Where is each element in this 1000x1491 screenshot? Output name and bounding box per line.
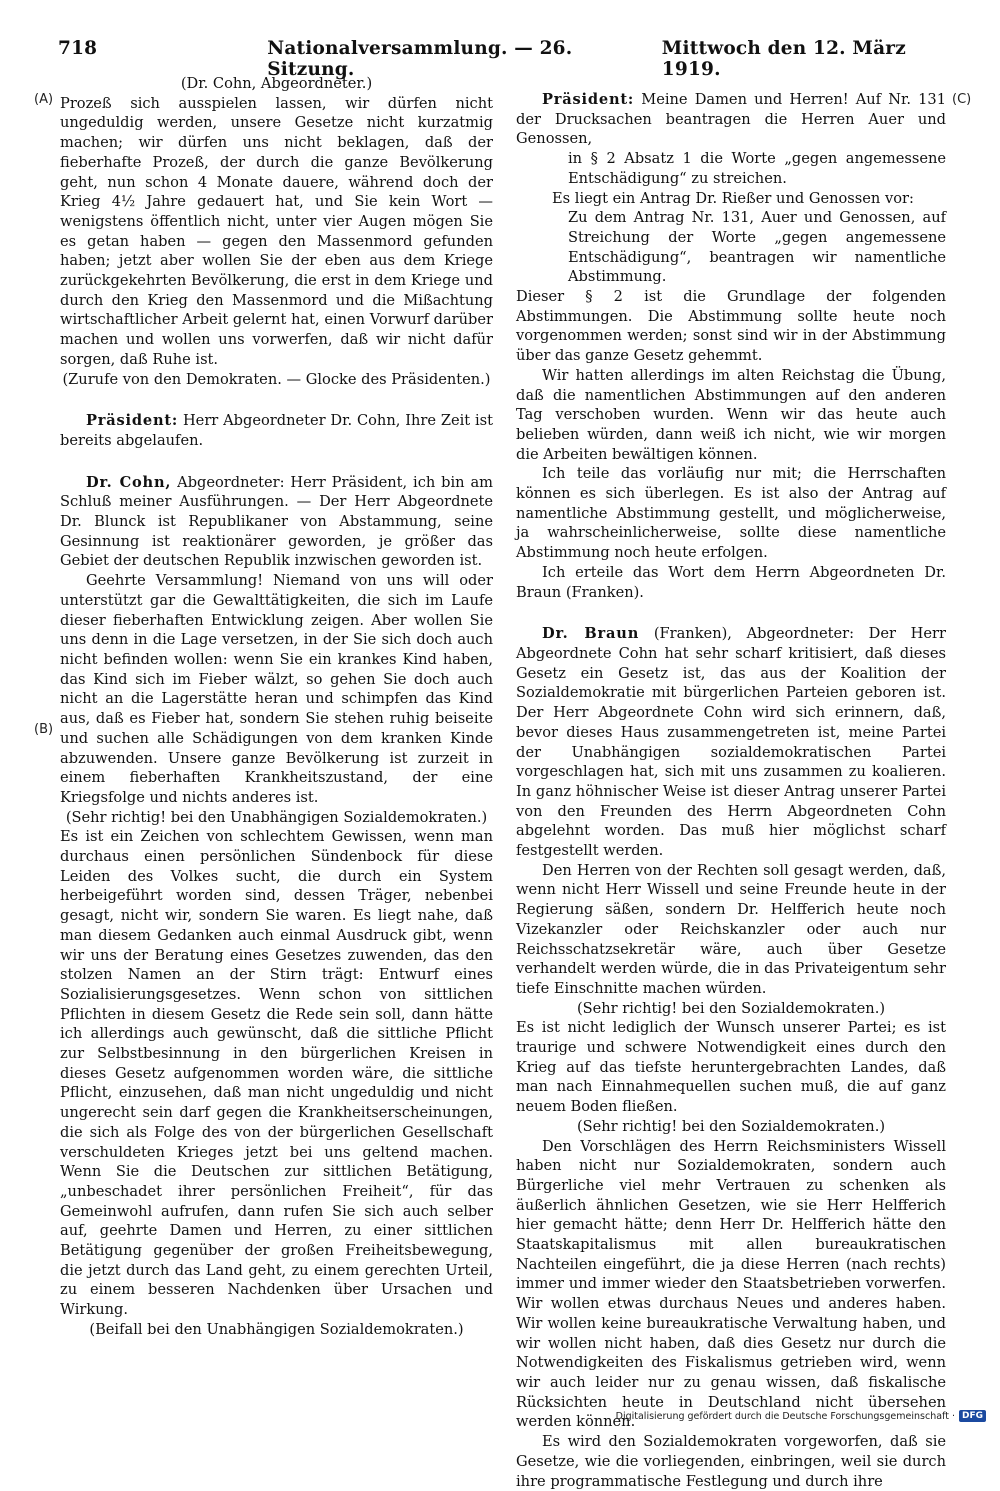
paragraph: Den Herren von der Rechten soll gesagt werden, daß, wenn nicht Herr Wissell und seine Freunde heute in der Regierung säßen, sondern Dr. Helfferich heute noch Vizekanzler oder Reichskanzler oder auch nur Reichsschatzsekretär wäre, auch über Gesetze verhandelt werden würde, die in das Privateigentum sehr tiefe Einschnitte machen würden. <box>516 861 946 997</box>
paragraph: Präsident: Meine Damen und Herren! Auf Nr. 131 der Drucksachen beantragen die Herren Auer und Genossen, <box>516 91 947 148</box>
left-column <box>60 74 493 1340</box>
speaker-name: Präsident: <box>86 412 179 430</box>
motion-text: Zu dem Antrag Nr. 131, Auer und Genossen, auf Streichung der Worte „gegen angemessene Entschädigung“, beantragen wir namentliche Abstimmung. <box>568 209 946 286</box>
paragraph: Prozeß sich ausspielen lassen, wir dürfen nicht ungeduldig werden, unsere Gesetze nicht kurzatmig machen; wir dürfen uns nicht beklagen, daß der fieberhafte Prozeß, der durch die ganze Bevölkerung geht, nun schon 4 Monate dauere, während doch der Krieg 4½ Jahre gedauert hat, und Sie kein Wort — wenigstens öffentlich nicht, unter vier Augen mögen Sie es getan haben — gegen den Massenmord gefunden haben; jetzt aber wollen Sie der eben aus dem Kriege zurückgekehrten Bevölkerung, die erst in dem Kriege und durch den Krieg den Massenmord und die Mißachtung wirtschaftlicher Arbeit gelernt hat, einen Vorwurf darüber machen und wollen uns vorwerfen, daß wir nicht dafür sorgen, daß Ruhe ist. <box>60 94 493 368</box>
margin-mark-b: (B) <box>34 722 54 737</box>
interjection: (Sehr richtig! bei den Unabhängigen Sozialdemokraten.) <box>65 808 488 826</box>
speaker-name: Dr. Cohn, <box>86 473 172 491</box>
paragraph: Den Vorschlägen des Herrn Reichsministers Wissell haben nicht nur Sozialdemokraten, sondern auch Bürgerliche viel mehr Vertrauen zu schenken als äußerlich ähnlichen Gesetzen, wie sie Herr Helfferich hier gemacht hätte; denn Herr Dr. Helfferich hätte den Staatskapitalismus mit allen bureaukratischen Nachteilen eingeführt, die ja diese Herren (nach rechts) immer und immer wieder den Staatsbetrieben vorwerfen. Wir wollen etwas durchaus Neues und anderes haben. Wir wollen keine bureaukratische Verwaltung haben, und wir wollen nicht haben, daß dies Gesetz nur durch die Notwendigkeiten des Fiskalismus getrieben wird, wenn wir auch leider nur zu genau wissen, daß fiskalische Rücksichten heute in Deutschland nicht übersehen werden können. <box>516 1137 946 1431</box>
paragraph: Ich erteile das Wort dem Herrn Abgeordneten Dr. Braun (Franken). <box>516 563 946 601</box>
speaker-note: (Dr. Cohn, Abgeordneter.) <box>180 75 373 92</box>
interjection: (Sehr richtig! bei den Sozialdemokraten.) <box>576 1117 886 1135</box>
paragraph: Dr. Braun (Franken), Abgeordneter: Der Herr Abgeordnete Cohn hat sehr scharf kritisiert, daß dieses Gesetz ein Gesetz ist, das aus der Koalition der Sozialdemokratie mit bürgerlichen Parteien geboren ist. Der Herr Abgeordnete Cohn wird sich erinnern, daß, bevor dieses Haus zusammengetreten ist, meine Partei der Unabhängigen sozialdemokratischen Partei vorgeschlagen hat, sich mit uns zusammen zu koalieren. In ganz höhnischer Weise ist dieser Antrag unserer Partei von den Freunden des Herrn Abgeordneten Cohn abgelehnt worden. Das muß hier möglichst scharf festgestellt werden. <box>516 625 946 860</box>
paragraph: Geehrte Versammlung! Niemand von uns will oder unterstützt gar die Gewalttätigkeiten, die sich im Laufe dieser fieberhaften Entwicklung zeigen. Aber wollen Sie uns denn in die Lage versetzen, in der Sie sich doch auch nicht befinden wollen: wenn Sie ein krankes Kind haben, das Kind sich im Fieber wälzt, so gehen Sie doch auch nicht an die Lagerstätte heran und schimpfen das Kind aus, daß es Fieber hat, sondern Sie stehen ruhig beiseite und suchen alle Schädigungen von dem kranken Kinde abzuwenden. Unsere ganze Bevölkerung ist zurzeit in einem fieberhaften Krankheitszustand, der eine Kriegsfolge und nichts anderes ist. <box>60 572 493 806</box>
margin-mark-a: (A) <box>34 92 54 107</box>
footer-credit <box>616 1410 986 1422</box>
interjection: (Beifall bei den Unabhängigen Sozialdemokraten.) <box>89 1320 464 1338</box>
paragraph: Es ist ein Zeichen von schlechtem Gewissen, wenn man durchaus einen persönlichen Sündenbock für diese Leiden des Volkes sucht, die durch ein System herbeigeführt worden sind, dessen Träger, nebenbei gesagt, nicht wir, sondern Sie waren. Es liegt nahe, daß man diesem Gedanken auch einmal Ausdruck gibt, wenn wir uns der Beratung eines Gesetzes zuwenden, das den stolzen Namen an der Stirn trägt: Entwurf eines Sozialisierungsgesetzes. Wenn schon von sittlichen Pflichten in diesem Gesetz die Rede sein soll, dann hätte ich allerdings auch gewünscht, daß die sittliche Pflicht zur Selbstbesinnung in den bürgerlichen Kreisen in dieses Gesetz aufgenommen worden wäre, die sittliche Pflicht, einzusehen, daß man nicht ungeduldig und nicht ungerecht sein darf gegen die Krankheitserscheinungen, die sich als Folge des von der bürgerlichen Gesellschaft verschuldeten Krieges jetzt bei uns geltend machen. Wenn Sie die Deutschen zur sittlichen Betätigung, „unbeschadet ihrer persönlichen Freiheit“, für das Gemeinwohl aufrufen, dann rufen Sie sich auch selber auf, geehrte Damen und Herren, zu einer sittlichen Betätigung gegenüber der großen Freiheitsbewegung, die jetzt durch das Land geht, zu einem gerechten Urteil, zu einem besseren Nachdenken über Ursachen und Wirkung. <box>60 828 493 1319</box>
paragraph: Wir hatten allerdings im alten Reichstag die Übung, daß die namentlichen Abstimmungen auf den anderen Tag verschoben wurden. Wenn wir das heute auch belieben würden, dann weiß ich nicht, wie wir morgen die Arbeiten bewältigen können. <box>516 366 946 463</box>
speaker-name: Präsident: <box>542 91 635 108</box>
header-title: Nationalversammlung. — 26. Sitzung. <box>267 38 573 80</box>
paragraph: Es wird den Sozialdemokraten vorgeworfen, daß sie Gesetze, wie die vorliegenden, einbringen, weil sie durch ihre programmatische Festlegung und durch ihre <box>516 1433 946 1490</box>
paragraph: Dr. Cohn, Abgeordneter: Herr Präsident, ich bin am Schluß meiner Ausführungen. — Der Herr Abgeordnete Dr. Blunck ist Republikaner von Abstammung, seine Gesinnung ist reaktionärer geworden, je größer das Gebiet der deutschen Republik inzwischen geworden ist. <box>60 473 493 570</box>
paragraph: Es ist nicht lediglich der Wunsch unserer Partei; es ist traurige und schwere Notwendigkeit eines durch den Krieg auf das tiefste heruntergebrachten Landes, daß man nach Einnahmequellen suchen muß, die auf ganz neuem Boden fließen. <box>516 1019 946 1116</box>
header-date: Mittwoch den 12. März 1919. <box>661 38 906 80</box>
page-number: 718 <box>58 38 98 59</box>
paragraph: Es liegt ein Antrag Dr. Rießer und Genossen vor: <box>552 189 914 207</box>
margin-mark-c: (C) <box>952 92 972 107</box>
interjection: (Sehr richtig! bei den Sozialdemokraten.) <box>576 999 886 1017</box>
paragraph: Ich teile das vorläufig nur mit; die Herrschaften können es sich überlegen. Es ist also der Antrag auf namentliche Abstimmung gestellt, und möglicherweise, ja wahrscheinlicherweise, sollte diese namentliche Abstimmung noch heute erfolgen. <box>516 465 946 562</box>
paragraph: Dieser § 2 ist die Grundlage der folgenden Abstimmungen. Die Abstimmung sollte heute noch vorgenommen werden; sonst sind wir in der Abstimmung über das ganze Gesetz gehemmt. <box>516 288 946 365</box>
motion-text: in § 2 Absatz 1 die Worte „gegen angemessene Entschädigung“ zu streichen. <box>568 150 946 187</box>
dfg-logo-icon: DFG <box>959 1410 986 1422</box>
right-column <box>516 90 946 1491</box>
interjection: (Zurufe von den Demokraten. — Glocke des Präsidenten.) <box>62 370 491 388</box>
speaker-name: Dr. Braun <box>542 625 640 643</box>
paragraph: Präsident: Herr Abgeordneter Dr. Cohn, Ihre Zeit ist bereits abgelaufen. <box>60 412 493 449</box>
footer-text: Digitalisierung gefördert durch die Deutsche Forschungsgemeinschaft · <box>615 1410 955 1422</box>
